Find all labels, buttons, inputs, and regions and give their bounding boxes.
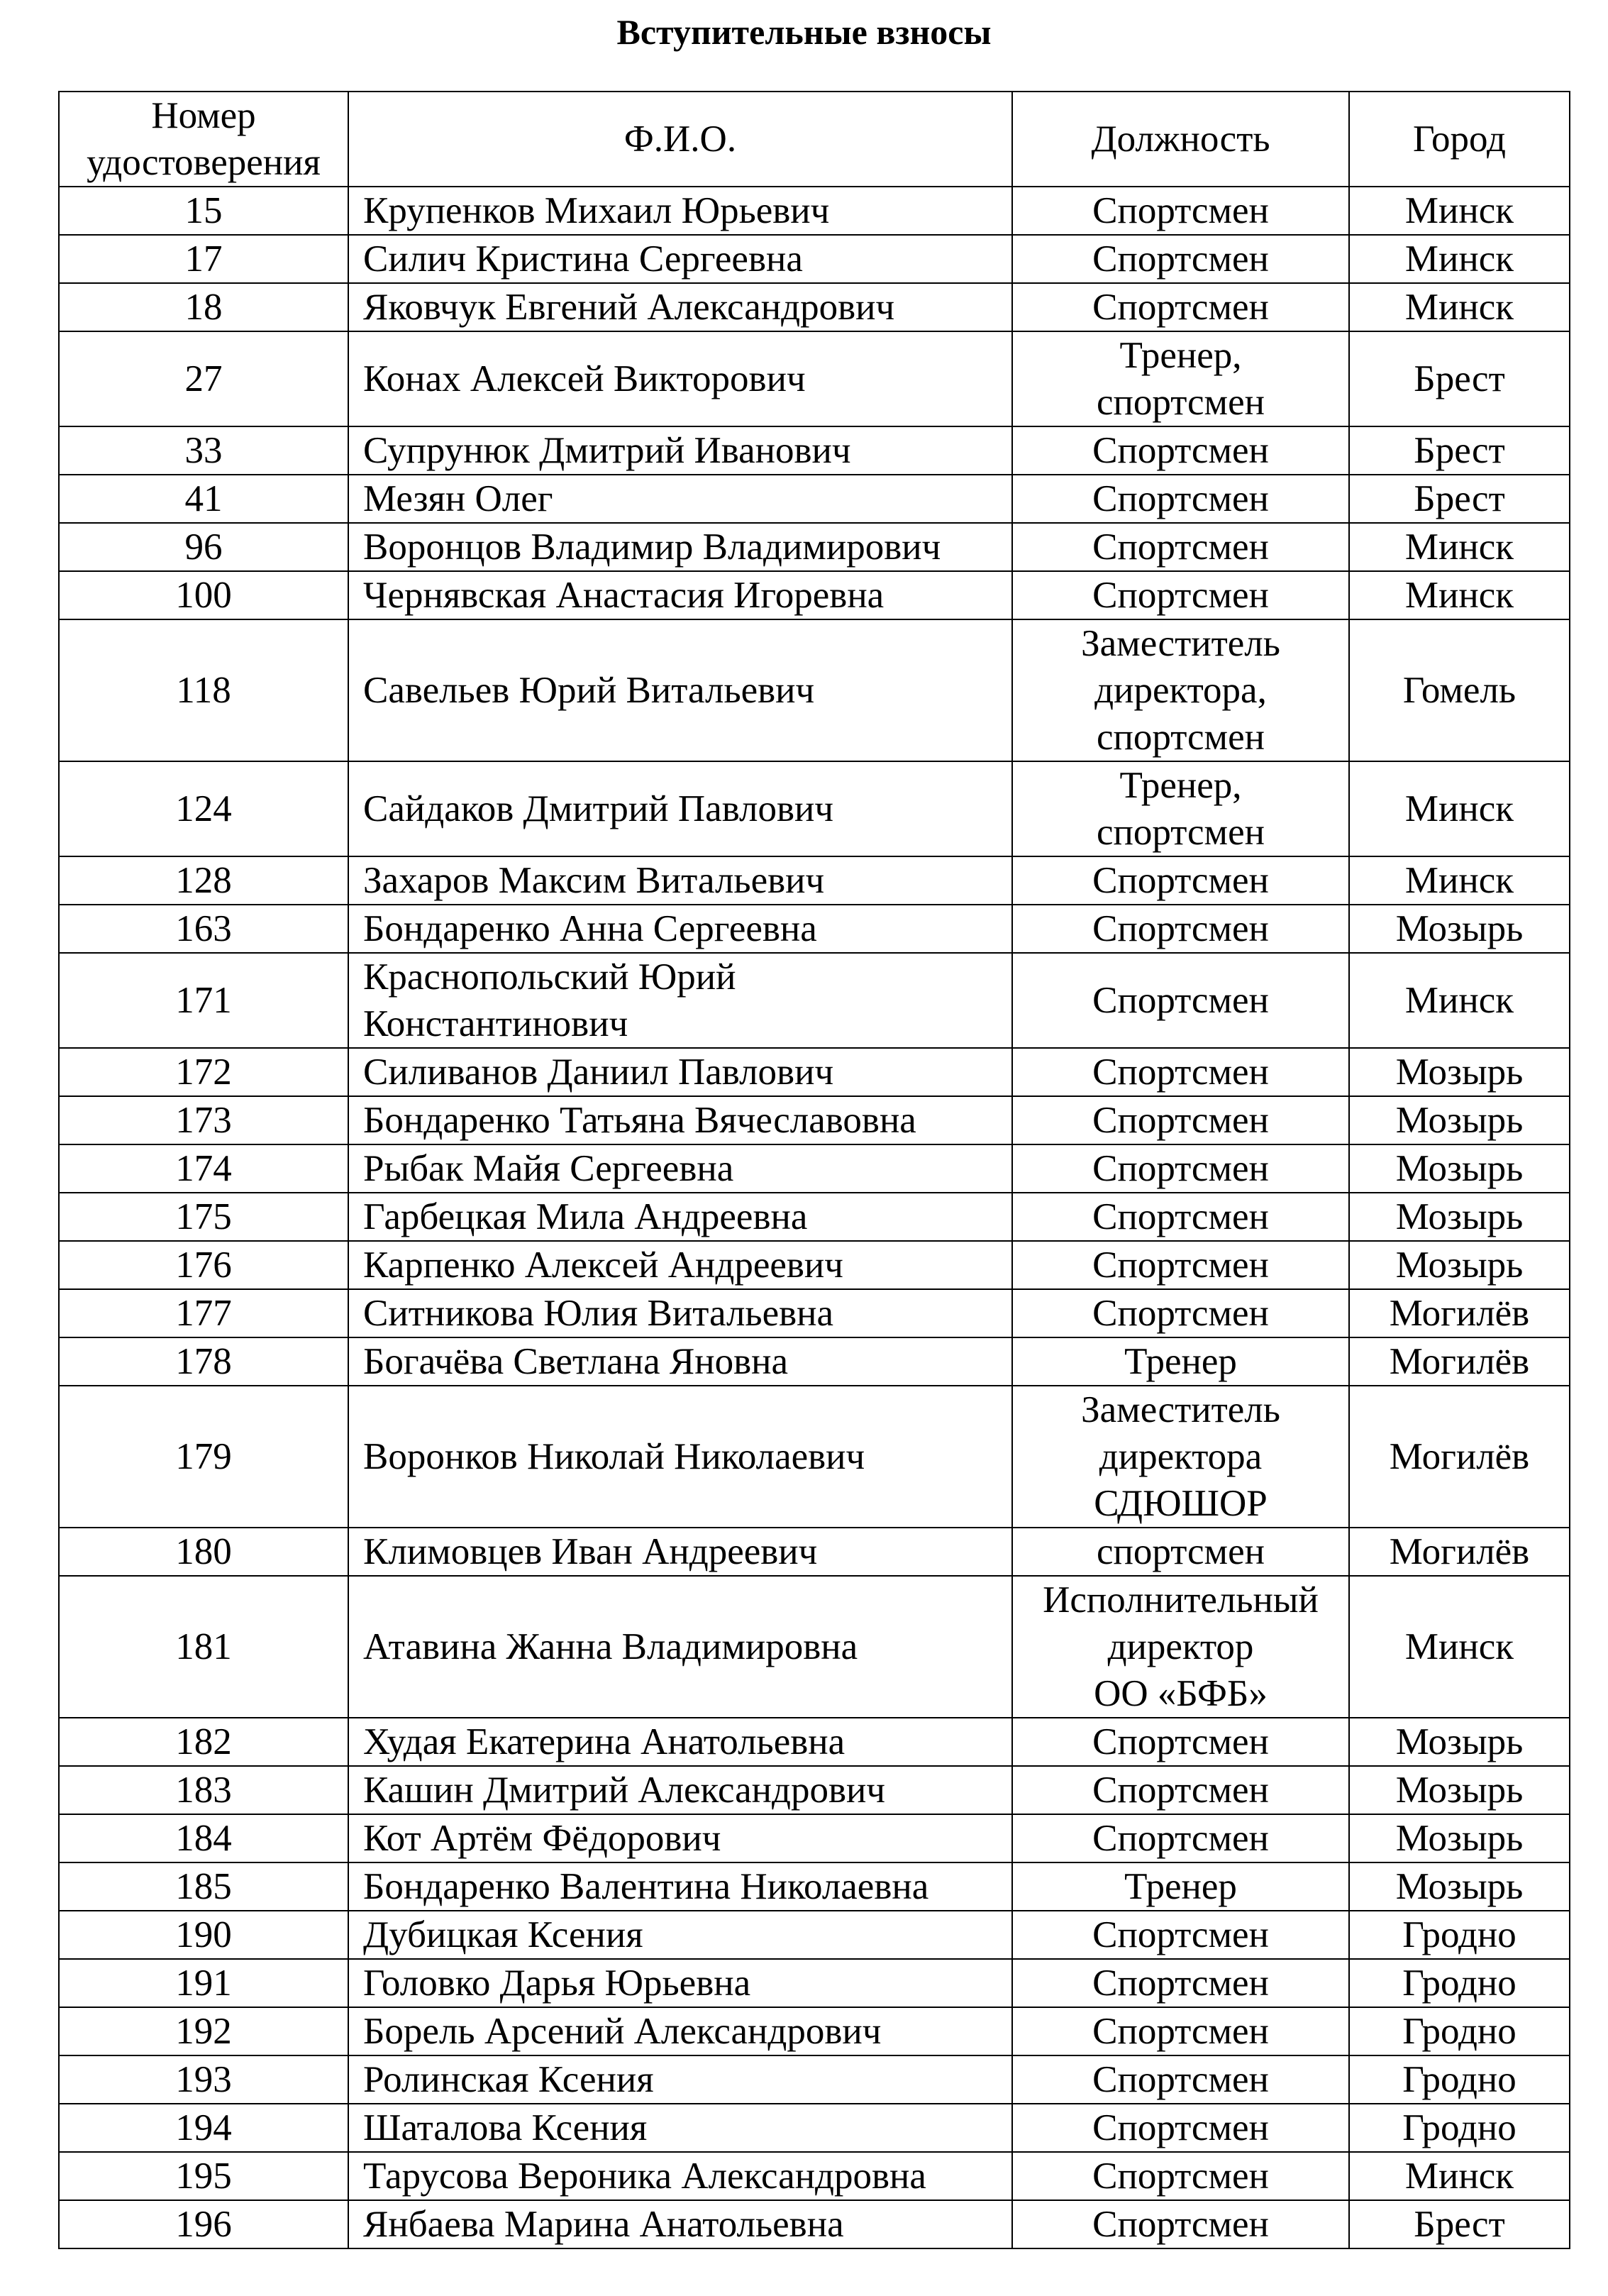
cell-name: Краснопольский Юрий Константинович	[348, 953, 1012, 1048]
header-row	[59, 92, 1570, 187]
cell-position: Исполнительный директор ОО «БФБ»	[1012, 1576, 1349, 1718]
cell-position: Тренер	[1012, 1862, 1349, 1911]
cell-city: Минск	[1349, 761, 1570, 856]
cell-city: Гродно	[1349, 2104, 1570, 2152]
cell-name: Бондаренко Татьяна Вячеславовна	[348, 1096, 1012, 1144]
cell-name: Ситникова Юлия Витальевна	[348, 1289, 1012, 1337]
cell-city: Минск	[1349, 283, 1570, 331]
cell-number: 192	[59, 2007, 348, 2055]
cell-name: Борель Арсений Александрович	[348, 2007, 1012, 2055]
table-row	[59, 1959, 1570, 2007]
cell-name: Янбаева Марина Анатольевна	[348, 2200, 1012, 2248]
cell-name: Савельев Юрий Витальевич	[348, 619, 1012, 761]
cell-position: Спортсмен	[1012, 571, 1349, 619]
cell-number: 176	[59, 1241, 348, 1289]
cell-city: Мозырь	[1349, 1814, 1570, 1862]
cell-name: Богачёва Светлана Яновна	[348, 1337, 1012, 1386]
cell-position: Спортсмен	[1012, 1766, 1349, 1814]
cell-name: Гарбецкая Мила Андреевна	[348, 1193, 1012, 1241]
cell-position: Спортсмен	[1012, 2055, 1349, 2104]
cell-name: Силич Кристина Сергеевна	[348, 235, 1012, 283]
table-row	[59, 856, 1570, 905]
cell-name: Шаталова Ксения	[348, 2104, 1012, 2152]
cell-city: Мозырь	[1349, 1144, 1570, 1193]
cell-position: Спортсмен	[1012, 475, 1349, 523]
cell-name: Атавина Жанна Владимировна	[348, 1576, 1012, 1718]
cell-city: Мозырь	[1349, 1862, 1570, 1911]
cell-position: Спортсмен	[1012, 235, 1349, 283]
cell-position: Спортсмен	[1012, 953, 1349, 1048]
table-row	[59, 1386, 1570, 1528]
table-row	[59, 761, 1570, 856]
table-row	[59, 1289, 1570, 1337]
cell-position: Спортсмен	[1012, 187, 1349, 235]
cell-position: Спортсмен	[1012, 1959, 1349, 2007]
cell-name: Сайдаков Дмитрий Павлович	[348, 761, 1012, 856]
cell-position: Спортсмен	[1012, 2200, 1349, 2248]
table-row	[59, 1766, 1570, 1814]
cell-number: 196	[59, 2200, 348, 2248]
table-row	[59, 235, 1570, 283]
table-row	[59, 2007, 1570, 2055]
table-row	[59, 1096, 1570, 1144]
cell-name: Худая Екатерина Анатольевна	[348, 1718, 1012, 1766]
table-row	[59, 1576, 1570, 1718]
cell-position: Тренер, спортсмен	[1012, 331, 1349, 426]
cell-number: 17	[59, 235, 348, 283]
cell-position: Спортсмен	[1012, 523, 1349, 571]
cell-position: Спортсмен	[1012, 905, 1349, 953]
cell-city: Гродно	[1349, 2007, 1570, 2055]
cell-name: Супрунюк Дмитрий Иванович	[348, 426, 1012, 475]
cell-name: Воронцов Владимир Владимирович	[348, 523, 1012, 571]
cell-number: 174	[59, 1144, 348, 1193]
cell-position: спортсмен	[1012, 1528, 1349, 1576]
table-row	[59, 905, 1570, 953]
cell-number: 190	[59, 1911, 348, 1959]
cell-name: Дубицкая Ксения	[348, 1911, 1012, 1959]
cell-name: Силиванов Даниил Павлович	[348, 1048, 1012, 1096]
table-row	[59, 619, 1570, 761]
cell-city: Мозырь	[1349, 1096, 1570, 1144]
cell-city: Мозырь	[1349, 1193, 1570, 1241]
cell-city: Брест	[1349, 426, 1570, 475]
table-row	[59, 2104, 1570, 2152]
cell-number: 191	[59, 1959, 348, 2007]
cell-number: 178	[59, 1337, 348, 1386]
cell-number: 181	[59, 1576, 348, 1718]
cell-city: Минск	[1349, 571, 1570, 619]
cell-position: Спортсмен	[1012, 1289, 1349, 1337]
table-row	[59, 1193, 1570, 1241]
cell-name: Конах Алексей Викторович	[348, 331, 1012, 426]
cell-name: Климовцев Иван Андреевич	[348, 1528, 1012, 1576]
cell-position: Спортсмен	[1012, 2007, 1349, 2055]
cell-number: 100	[59, 571, 348, 619]
header-name: Ф.И.О.	[348, 92, 1012, 187]
table-row	[59, 1241, 1570, 1289]
cell-position: Спортсмен	[1012, 1814, 1349, 1862]
header-city: Город	[1349, 92, 1570, 187]
cell-city: Гродно	[1349, 2055, 1570, 2104]
cell-name: Крупенков Михаил Юрьевич	[348, 187, 1012, 235]
cell-number: 27	[59, 331, 348, 426]
page-title: Вступительные взносы	[616, 12, 992, 52]
cell-city: Минск	[1349, 2152, 1570, 2200]
cell-number: 173	[59, 1096, 348, 1144]
cell-number: 96	[59, 523, 348, 571]
cell-number: 184	[59, 1814, 348, 1862]
table-row	[59, 1048, 1570, 1096]
cell-city: Брест	[1349, 475, 1570, 523]
cell-position: Тренер, спортсмен	[1012, 761, 1349, 856]
cell-position: Спортсмен	[1012, 426, 1349, 475]
header-number: Номер удостоверения	[59, 92, 348, 187]
cell-city: Минск	[1349, 187, 1570, 235]
table-row	[59, 1528, 1570, 1576]
cell-city: Минск	[1349, 523, 1570, 571]
cell-number: 128	[59, 856, 348, 905]
cell-number: 124	[59, 761, 348, 856]
cell-city: Минск	[1349, 856, 1570, 905]
cell-city: Гродно	[1349, 1959, 1570, 2007]
cell-number: 172	[59, 1048, 348, 1096]
cell-city: Могилёв	[1349, 1386, 1570, 1528]
cell-position: Спортсмен	[1012, 2104, 1349, 2152]
cell-city: Гродно	[1349, 1911, 1570, 1959]
table-row	[59, 1911, 1570, 1959]
cell-name: Яковчук Евгений Александрович	[348, 283, 1012, 331]
cell-city: Мозырь	[1349, 905, 1570, 953]
table-row	[59, 2152, 1570, 2200]
cell-name: Головко Дарья Юрьевна	[348, 1959, 1012, 2007]
cell-name: Чернявская Анастасия Игоревна	[348, 571, 1012, 619]
cell-number: 177	[59, 1289, 348, 1337]
cell-position: Заместитель директора, спортсмен	[1012, 619, 1349, 761]
cell-city: Минск	[1349, 1576, 1570, 1718]
cell-position: Тренер	[1012, 1337, 1349, 1386]
cell-number: 18	[59, 283, 348, 331]
cell-position: Спортсмен	[1012, 1718, 1349, 1766]
table-row	[59, 1718, 1570, 1766]
table-body	[59, 187, 1570, 2248]
cell-position: Спортсмен	[1012, 1048, 1349, 1096]
cell-city: Минск	[1349, 235, 1570, 283]
cell-name: Захаров Максим Витальевич	[348, 856, 1012, 905]
cell-name: Рыбак Майя Сергеевна	[348, 1144, 1012, 1193]
cell-position: Спортсмен	[1012, 1193, 1349, 1241]
table-row	[59, 1337, 1570, 1386]
table-row	[59, 1862, 1570, 1911]
table-row	[59, 331, 1570, 426]
cell-position: Спортсмен	[1012, 1911, 1349, 1959]
cell-number: 171	[59, 953, 348, 1048]
cell-city: Мозырь	[1349, 1241, 1570, 1289]
cell-name: Кот Артём Фёдорович	[348, 1814, 1012, 1862]
cell-number: 195	[59, 2152, 348, 2200]
members-table	[58, 91, 1570, 2249]
cell-name: Бондаренко Валентина Николаевна	[348, 1862, 1012, 1911]
cell-position: Заместитель директора СДЮШОР	[1012, 1386, 1349, 1528]
table-row	[59, 1144, 1570, 1193]
cell-number: 179	[59, 1386, 348, 1528]
table-header	[59, 92, 1570, 187]
table-row	[59, 571, 1570, 619]
cell-number: 182	[59, 1718, 348, 1766]
cell-city: Мозырь	[1349, 1718, 1570, 1766]
cell-name: Кашин Дмитрий Александрович	[348, 1766, 1012, 1814]
table-row	[59, 475, 1570, 523]
cell-name: Воронков Николай Николаевич	[348, 1386, 1012, 1528]
cell-number: 15	[59, 187, 348, 235]
header-position: Должность	[1012, 92, 1349, 187]
cell-city: Мозырь	[1349, 1048, 1570, 1096]
table-row	[59, 523, 1570, 571]
cell-position: Спортсмен	[1012, 283, 1349, 331]
cell-number: 180	[59, 1528, 348, 1576]
cell-name: Тарусова Вероника Александровна	[348, 2152, 1012, 2200]
table-row	[59, 1814, 1570, 1862]
cell-city: Минск	[1349, 953, 1570, 1048]
cell-name: Карпенко Алексей Андреевич	[348, 1241, 1012, 1289]
table-row	[59, 283, 1570, 331]
cell-number: 118	[59, 619, 348, 761]
table-row	[59, 2055, 1570, 2104]
cell-position: Спортсмен	[1012, 1241, 1349, 1289]
table-row	[59, 2200, 1570, 2248]
table-row	[59, 187, 1570, 235]
cell-number: 194	[59, 2104, 348, 2152]
cell-position: Спортсмен	[1012, 2152, 1349, 2200]
cell-position: Спортсмен	[1012, 1096, 1349, 1144]
cell-city: Брест	[1349, 2200, 1570, 2248]
cell-position: Спортсмен	[1012, 1144, 1349, 1193]
cell-number: 33	[59, 426, 348, 475]
cell-city: Мозырь	[1349, 1766, 1570, 1814]
cell-position: Спортсмен	[1012, 856, 1349, 905]
cell-number: 41	[59, 475, 348, 523]
cell-name: Ролинская Ксения	[348, 2055, 1012, 2104]
table-row	[59, 426, 1570, 475]
cell-number: 163	[59, 905, 348, 953]
cell-city: Могилёв	[1349, 1337, 1570, 1386]
cell-number: 193	[59, 2055, 348, 2104]
cell-name: Мезян Олег	[348, 475, 1012, 523]
cell-city: Могилёв	[1349, 1528, 1570, 1576]
cell-number: 175	[59, 1193, 348, 1241]
cell-city: Брест	[1349, 331, 1570, 426]
cell-number: 183	[59, 1766, 348, 1814]
cell-number: 185	[59, 1862, 348, 1911]
cell-name: Бондаренко Анна Сергеевна	[348, 905, 1012, 953]
cell-city: Могилёв	[1349, 1289, 1570, 1337]
cell-city: Гомель	[1349, 619, 1570, 761]
table-row	[59, 953, 1570, 1048]
